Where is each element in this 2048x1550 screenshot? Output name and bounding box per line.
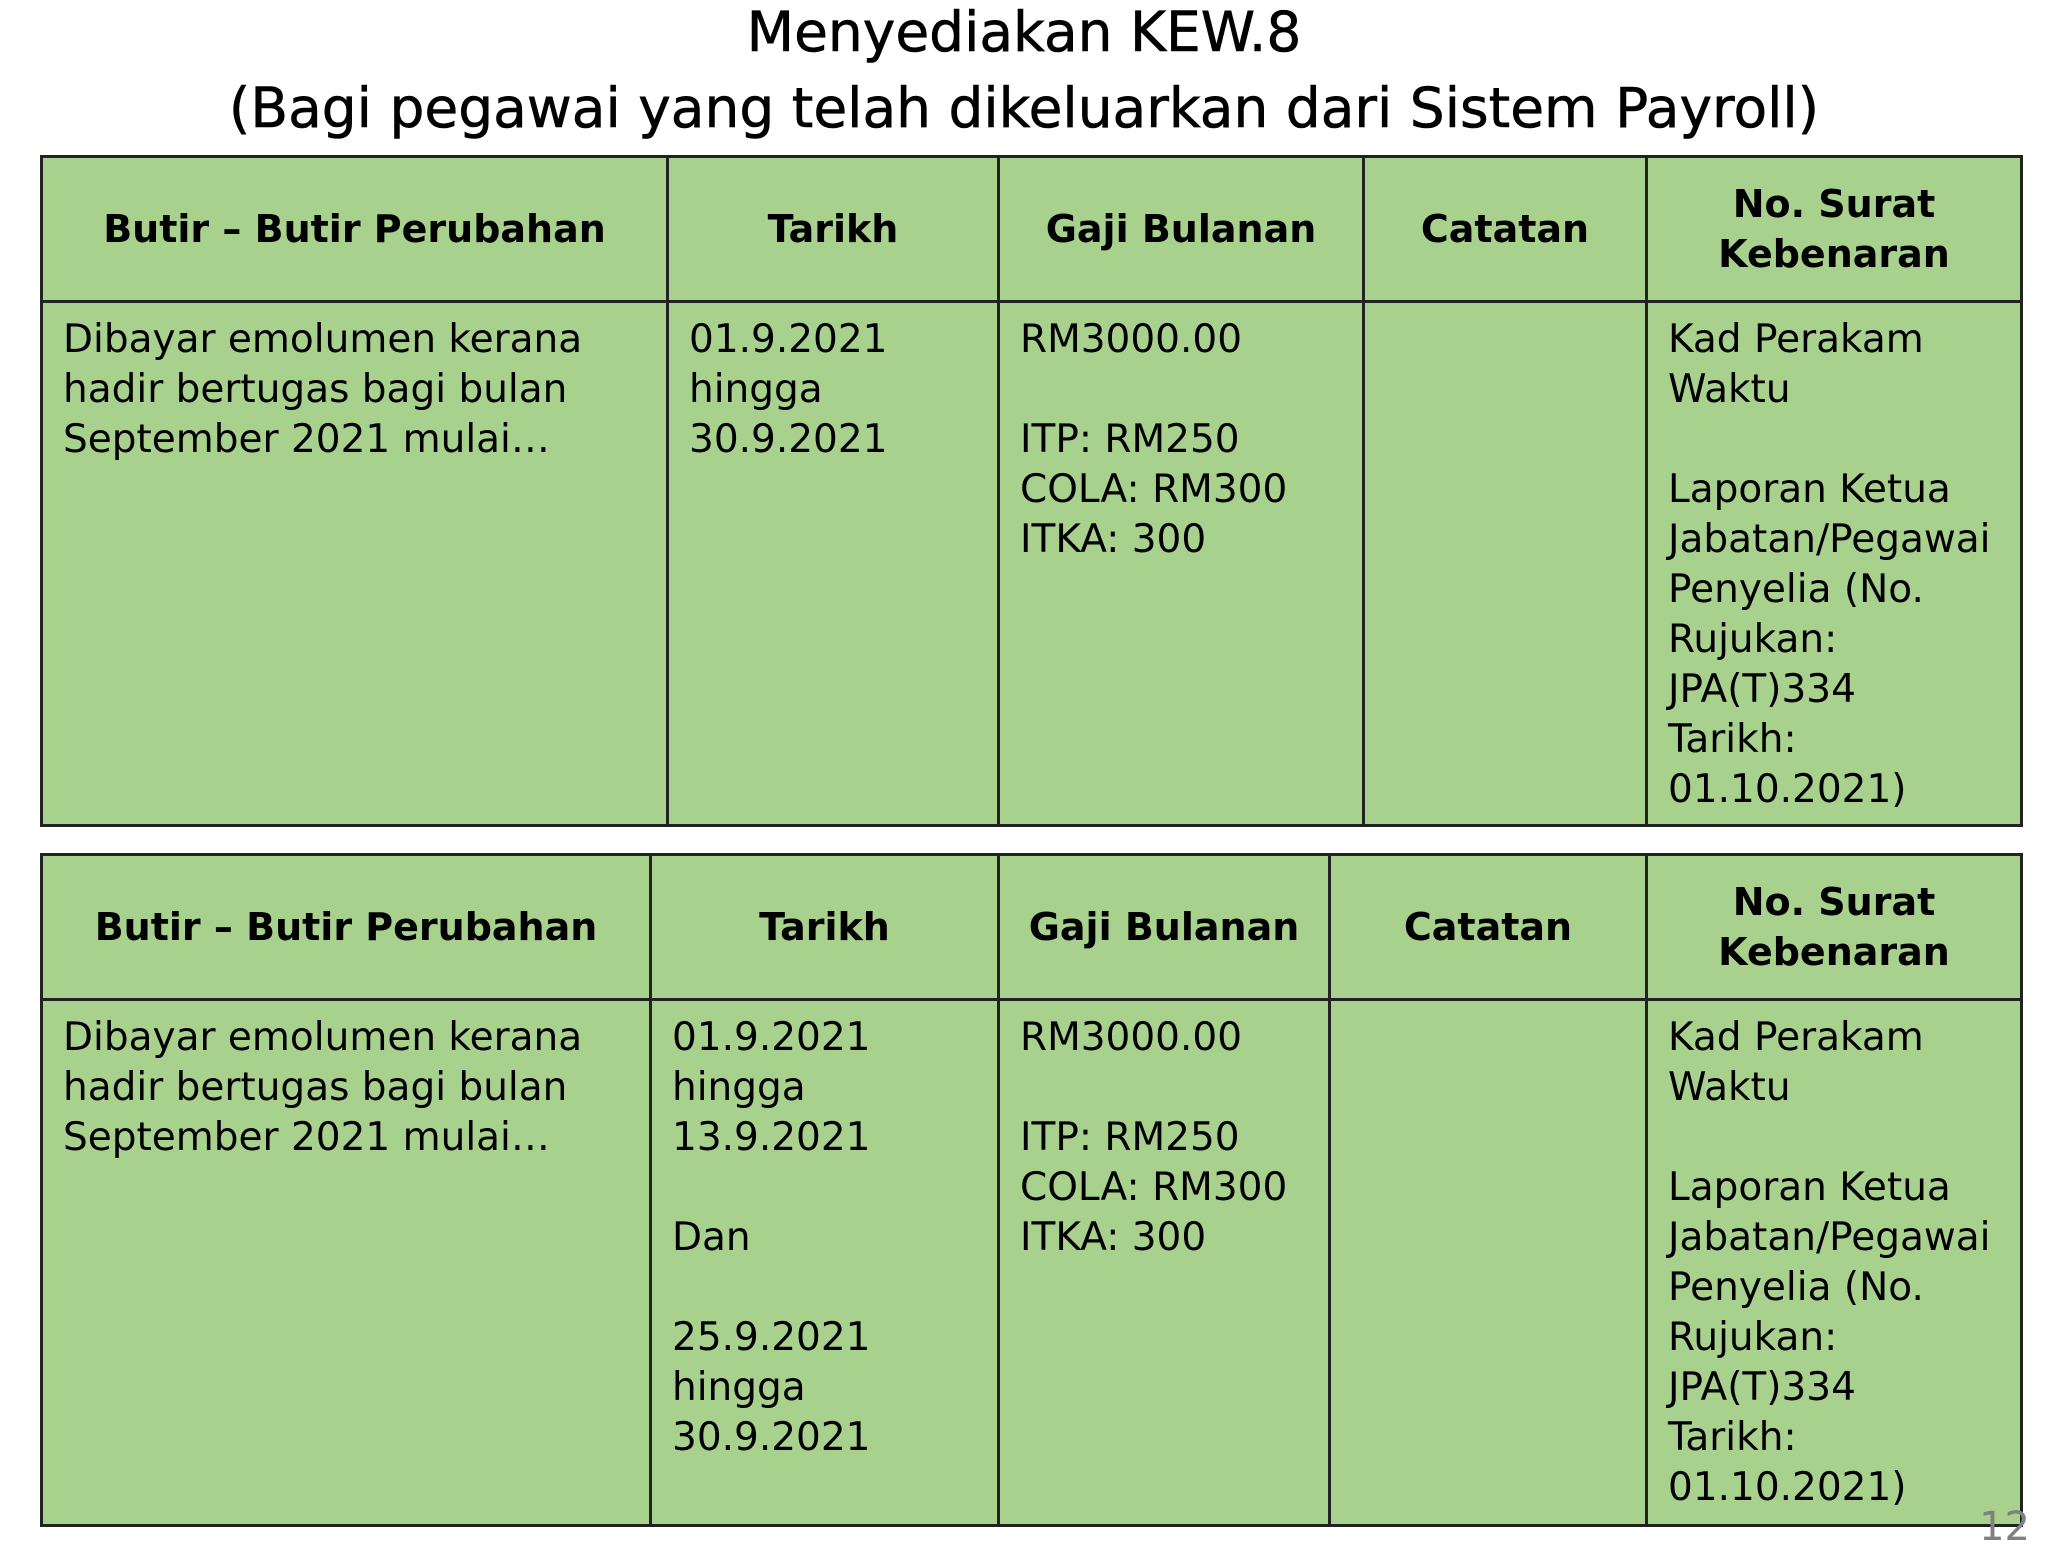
kew8-table-2 bbox=[40, 853, 2023, 1527]
header-tarikh: Tarikh bbox=[668, 157, 999, 302]
cell-tarikh: 01.9.2021 hingga 30.9.2021 bbox=[668, 302, 999, 826]
header-catatan: Catatan bbox=[1364, 157, 1647, 302]
cell-catatan bbox=[1330, 1000, 1647, 1526]
header-catatan: Catatan bbox=[1330, 855, 1647, 1000]
header-butir-perubahan: Butir – Butir Perubahan bbox=[42, 157, 668, 302]
cell-gaji-bulanan: RM3000.00 ITP: RM250 COLA: RM300 ITKA: 300 bbox=[999, 1000, 1330, 1526]
header-tarikh: Tarikh bbox=[651, 855, 999, 1000]
table-row bbox=[42, 1000, 2022, 1526]
cell-butir-perubahan: Dibayar emolumen kerana hadir bertugas bagi bulan September 2021 mulai… bbox=[42, 302, 668, 826]
cell-no-surat-kebenaran: Kad Perakam Waktu Laporan Ketua Jabatan/Pegawai Penyelia (No. Rujukan: JPA(T)334 Tarikh: 01.10.2021) bbox=[1647, 302, 2022, 826]
cell-gaji-bulanan: RM3000.00 ITP: RM250 COLA: RM300 ITKA: 300 bbox=[999, 302, 1364, 826]
cell-catatan bbox=[1364, 302, 1647, 826]
header-butir-perubahan: Butir – Butir Perubahan bbox=[42, 855, 651, 1000]
cell-tarikh: 01.9.2021 hingga 13.9.2021 Dan 25.9.2021 hingga 30.9.2021 bbox=[651, 1000, 999, 1526]
table-header-row bbox=[42, 855, 2022, 1000]
header-no-surat-kebenaran: No. Surat Kebenaran bbox=[1647, 855, 2022, 1000]
page-subtitle: (Bagi pegawai yang telah dikeluarkan dari Sistem Payroll) bbox=[228, 76, 1820, 140]
cell-butir-perubahan: Dibayar emolumen kerana hadir bertugas bagi bulan September 2021 mulai… bbox=[42, 1000, 651, 1526]
header-no-surat-kebenaran: No. Surat Kebenaran bbox=[1647, 157, 2022, 302]
kew8-table-1 bbox=[40, 155, 2023, 827]
page-number: 12 bbox=[1979, 1504, 2030, 1550]
table-header-row bbox=[42, 157, 2022, 302]
header-gaji-bulanan: Gaji Bulanan bbox=[999, 157, 1364, 302]
cell-no-surat-kebenaran: Kad Perakam Waktu Laporan Ketua Jabatan/Pegawai Penyelia (No. Rujukan: JPA(T)334 Tarikh: 01.10.2021) bbox=[1647, 1000, 2022, 1526]
table-row bbox=[42, 302, 2022, 826]
page-title: Menyediakan KEW.8 bbox=[746, 0, 1302, 64]
header-gaji-bulanan: Gaji Bulanan bbox=[999, 855, 1330, 1000]
